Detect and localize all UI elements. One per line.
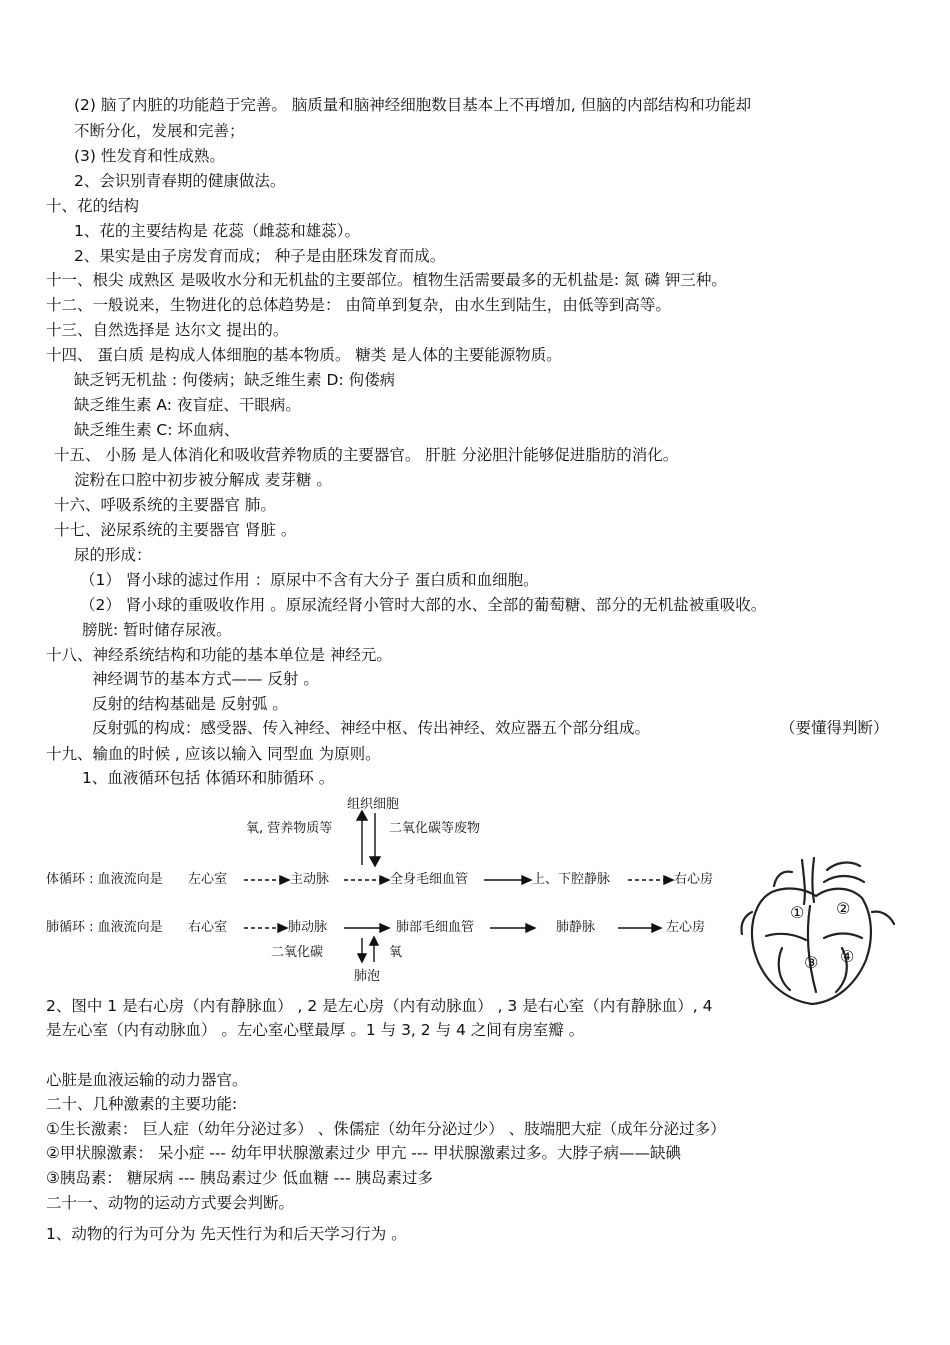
heart-label-3: ③ [804, 953, 819, 972]
arrowhead [370, 857, 380, 866]
section-heading: 二十一、动物的运动方式要会判断。 [46, 1194, 295, 1212]
section-heading: 十五、 小肠 是人体消化和吸收营养物质的主要器官。 肝脏 分泌胆汁能够促进脂肪的消化。 [54, 446, 679, 464]
section-heading: 二十、几种激素的主要功能: [46, 1095, 238, 1113]
arrowhead [370, 937, 378, 945]
heart-label-1: ① [790, 903, 805, 922]
text-line: 2、会识别青春期的健康做法。 [74, 172, 286, 190]
text-line: 神经调节的基本方式—— 反射 。 [92, 670, 319, 688]
arrowhead [380, 876, 389, 884]
pulmonary-node: 肺静脉 [556, 920, 596, 935]
text-line: ③胰岛素： 糖尿病 --- 胰岛素过少 低血糖 --- 胰岛素过多 [46, 1169, 434, 1187]
pulmonary-node: 右心室 [188, 920, 228, 935]
section-heading: 十九、输血的时候 , 应该以输入 同型血 为原则。 [46, 745, 381, 763]
text-note: （要懂得判断） [780, 719, 889, 737]
text-line: 反射弧的构成：感受器、传入神经、神经中枢、传出神经、效应器五个部分组成。 [92, 719, 651, 737]
section-heading: 十六、呼吸系统的主要器官 肺。 [54, 496, 276, 514]
text-line: 缺乏维生素 C: 坏血病、 [74, 421, 240, 439]
pulmonary-circulation-label: 肺循环 : 血液流向是 [46, 920, 163, 935]
arrowhead [522, 876, 531, 884]
oxygen-label: 氧 [389, 945, 403, 960]
arrowhead [652, 924, 661, 932]
pulmonary-node: 肺部毛细血管 [396, 920, 475, 935]
text-line: 淀粉在口腔中初步被分解成 麦芽糖 。 [74, 471, 332, 489]
text-line: 缺乏钙无机盐 : 佝偻病；缺乏维生素 D: 佝偻病 [74, 371, 396, 389]
section-heading: 十一、根尖 成熟区 是吸收水分和无机盐的主要部位。植物生活需要最多的无机盐是: 氮 磷 钾三种。 [46, 271, 727, 289]
systemic-node: 主动脉 [290, 872, 330, 887]
section-heading: 十、花的结构 [46, 197, 140, 215]
text-line: 1、花的主要结构是 花蕊（雌蕊和雄蕊）。 [74, 222, 361, 240]
systemic-node: 左心室 [188, 872, 228, 887]
text-line: 不断分化，发展和完善； [74, 122, 245, 140]
arrowhead [358, 954, 366, 962]
section-heading: 十二、一般说来，生物进化的总体趋势是： 由简单到复杂，由水生到陆生，由低等到高等。 [46, 296, 671, 314]
heart-label-2: ② [836, 899, 851, 918]
systemic-node: 全身毛细血管 [390, 872, 469, 887]
tissue-cells-label: 组织细胞 [347, 797, 400, 812]
pulmonary-node: 左心房 [666, 920, 706, 935]
section-heading: 十七、泌尿系统的主要器官 肾脏 。 [54, 521, 297, 539]
text-line: 1、动物的行为可分为 先天性行为和后天学习行为 。 [46, 1225, 407, 1243]
text-line: （1） 肾小球的滤过作用 ：原尿中不含有大分子 蛋白质和血细胞。 [80, 571, 539, 589]
text-line: ②甲状腺激素： 呆小症 --- 幼年甲状腺激素过少 甲亢 --- 甲状腺激素过多。大脖子病——缺碘 [46, 1144, 682, 1162]
section-heading: 十八、神经系统结构和功能的基本单位是 神经元。 [46, 646, 392, 664]
arrowhead [664, 876, 673, 884]
section-heading: 十四、 蛋白质 是构成人体细胞的基本物质。 糖类 是人体的主要能源物质。 [46, 346, 562, 364]
text-line: 膀胱: 暂时储存尿液。 [82, 621, 232, 639]
text-line: ①生长激素： 巨人症（幼年分泌过多） 、侏儒症（幼年分泌过少） 、肢端肥大症（成年分泌过多） [46, 1120, 726, 1138]
arrowhead [526, 924, 535, 932]
systemic-circulation-label: 体循环 : 血液流向是 [46, 872, 163, 887]
text-line: 反射的结构基础是 反射弧 。 [92, 695, 288, 713]
text-line: (3) 性发育和性成熟。 [74, 147, 225, 165]
pulmonary-node: 肺动脉 [288, 920, 328, 935]
text-line: 尿的形成： [74, 546, 152, 564]
text-line: 1、血液循环包括 体循环和肺循环 。 [82, 769, 335, 787]
arrowhead [380, 924, 389, 932]
text-line: 2、果实是由子房发育而成； 种子是由胚珠发育而成。 [74, 247, 446, 265]
alveoli-label: 肺泡 [354, 969, 381, 984]
heart-diagram [732, 852, 898, 1012]
arrowhead [280, 876, 289, 884]
text-line: 心脏是血液运输的动力器官。 [46, 1071, 248, 1089]
systemic-node: 右心房 [674, 872, 714, 887]
oxygen-nutrients-label: 氧, 营养物质等 [246, 821, 333, 836]
systemic-node: 上、下腔静脉 [532, 872, 611, 887]
co2-label: 二氧化碳 [271, 945, 324, 960]
arrowhead [278, 924, 287, 932]
section-heading: 十三、自然选择是 达尔文 提出的。 [46, 321, 289, 339]
text-line: 缺乏维生素 A: 夜盲症、干眼病。 [74, 396, 301, 414]
co2-waste-label: 二氧化碳等废物 [389, 821, 481, 836]
text-line: (2) 脑了内脏的功能趋于完善。 脑质量和脑神经细胞数目基本上不再增加, 但脑的内部结构和功能却 [74, 96, 752, 114]
heart-description: 2、图中 1 是右心房（内有静脉血） , 2 是左心房（内有动脉血） , 3 是右心室（内有静脉血）, 4 是左心室（内有动脉血） 。左心室心壁最厚 。1 与 3, 2 与 4 之间有房室瓣 。 [46, 997, 713, 1039]
text-line: （2） 肾小球的重吸收作用 。原尿流经肾小管时大部的水、全部的葡萄糖、部分的无机盐被重吸收。 [80, 596, 767, 614]
heart-label-4: ④ [840, 947, 855, 966]
heart-drawing [732, 852, 898, 1012]
